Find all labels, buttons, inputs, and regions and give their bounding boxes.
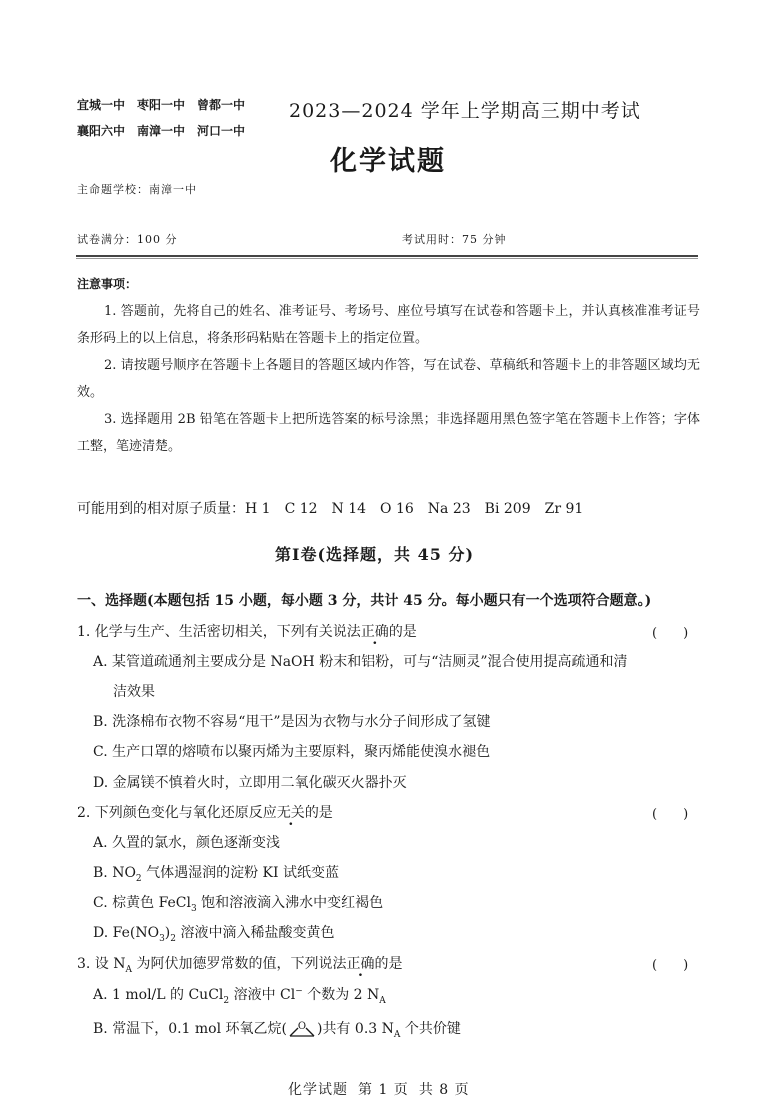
q1-option-d: D. 金属镁不慎着火时，立即用二氧化碳灭火器扑灭	[93, 775, 407, 791]
stem-text: 为阿伏加德罗常数的值，下列说法	[132, 956, 347, 972]
full-score: 试卷满分：100 分	[77, 233, 178, 246]
q1-option-a-cont: 洁效果	[113, 684, 155, 700]
footer-subject: 化学试题	[288, 1082, 348, 1098]
school-name: 枣阳一中	[137, 98, 186, 112]
header-divider-thin	[76, 258, 698, 259]
stem-text: 1. 化学与生产、生活密切相关，下列有关说法	[77, 624, 361, 640]
subscript: A	[125, 964, 133, 975]
subscript: 2	[223, 995, 230, 1006]
q1-option-a: A. 某管道疏通剂主要成分是 NaOH 粉末和铝粉，可与“洁厕灵”混合使用提高疏通和清	[93, 654, 628, 670]
emphasis-text: 正确	[360, 624, 389, 640]
text: B. 常温下，0.1 mol 环氧乙烷(	[93, 1021, 287, 1037]
stem-text: 的是	[374, 956, 403, 972]
school-name: 襄阳六中	[77, 124, 126, 138]
text: 饱和溶液滴入沸水中变红褐色	[196, 895, 384, 911]
footer-total: 共 8 页	[418, 1082, 470, 1098]
superscript: −	[295, 986, 303, 997]
subscript: A	[393, 1029, 401, 1040]
part-title: 一、选择题(本题包括 15 小题，每小题 3 分，共计 45 分。每小题只有一个选项符合题意。)	[77, 593, 652, 609]
stem-text: 2. 下列颜色变化与氧化还原反应	[77, 805, 277, 821]
q1-option-c: C. 生产口罩的熔喷布以聚丙烯为主要原料，聚丙烯能使溴水褪色	[93, 744, 491, 760]
text: C. 棕黄色 FeCl	[93, 895, 191, 911]
stem-text: 的是	[304, 805, 333, 821]
question-1-stem	[77, 621, 417, 641]
emphasis-text: 正确	[346, 956, 375, 972]
text: 溶液中 Cl	[229, 987, 296, 1003]
text: B. NO	[93, 865, 136, 881]
atomic-masses: 可能用到的相对原子质量：H 1 C 12 N 14 O 16 Na 23 Bi 209 Zr 91	[77, 501, 584, 517]
text: )	[164, 925, 171, 941]
notice-item: 3. 选择题用 2B 铅笔在答题卡上把所选答案的标号涂黑；非选择题用黑色签字笔在答题卡上作答；字体工整，笔迹清楚。	[77, 412, 700, 454]
school-name: 曾都一中	[197, 98, 246, 112]
school-row-1	[77, 92, 257, 118]
section-title: 第Ⅰ卷(选择题，共 45 分)	[275, 545, 475, 564]
emphasis-text: 无关	[276, 805, 305, 821]
q1-option-b: B. 洗涤棉布衣物不容易“甩干”是因为衣物与水分子间形成了氢键	[93, 714, 491, 730]
stem-text: 的是	[388, 624, 417, 640]
q2-option-d	[93, 922, 334, 944]
host-school: 主命题学校：南漳一中	[77, 183, 197, 196]
school-name: 南漳一中	[137, 124, 186, 138]
notice-item: 1. 答题前，先将自己的姓名、准考证号、考场号、座位号填写在试卷和答题卡上，并认真核准准考证号条形码上的以上信息，将条形码粘贴在答题卡上的指定位置。	[77, 304, 700, 346]
text: )共有 0.3 N	[317, 1021, 394, 1037]
answer-bracket: ( )	[652, 626, 689, 641]
page-footer	[288, 1079, 480, 1099]
subscript: A	[379, 995, 386, 1006]
question-2-stem	[77, 802, 333, 822]
notice-title: 注意事项：	[77, 277, 138, 291]
q2-option-b	[93, 862, 339, 884]
notice-item: 2. 请按题号顺序在答题卡上各题目的答题区域内作答，写在试卷、草稿纸和答题卡上的非答题区域均无效。	[77, 358, 700, 400]
header-divider	[76, 255, 698, 257]
q2-option-a: A. 久置的氯水，颜色逐渐变浅	[93, 835, 281, 851]
school-row-2	[77, 118, 257, 144]
q3-option-a	[93, 984, 386, 1006]
school-list	[77, 92, 257, 144]
q3-option-b	[93, 1018, 461, 1040]
text: 个共价键	[400, 1021, 461, 1037]
question-3-stem	[77, 953, 402, 975]
text: 个数为 2 N	[302, 987, 380, 1003]
text: 气体遇湿润的淀粉 KI 试纸变蓝	[141, 865, 339, 881]
school-name: 宜城一中	[77, 98, 126, 112]
subject-title: 化学试题	[330, 146, 446, 177]
subscript: 2	[170, 933, 176, 944]
footer-page: 第 1 页	[358, 1082, 409, 1098]
stem-text: 3. 设 N	[77, 956, 126, 972]
subscript: 2	[135, 873, 142, 884]
q2-option-c	[93, 892, 383, 914]
answer-bracket: ( )	[652, 958, 689, 973]
text: D. Fe(NO	[93, 925, 160, 941]
subscript: 3	[191, 903, 197, 914]
subscript: 3	[159, 933, 165, 944]
text: A. 1 mol/L 的 CuCl	[93, 987, 224, 1003]
exam-duration: 考试用时：75 分钟	[402, 233, 507, 246]
epoxide-structure-icon	[287, 1019, 317, 1039]
oxygen-atom-label: O	[297, 1021, 307, 1032]
exam-title: 2023—2024 学年上学期高三期中考试	[289, 100, 641, 122]
text: 溶液中滴入稀盐酸变黄色	[176, 925, 335, 941]
answer-bracket: ( )	[652, 807, 689, 822]
school-name: 河口一中	[197, 124, 246, 138]
